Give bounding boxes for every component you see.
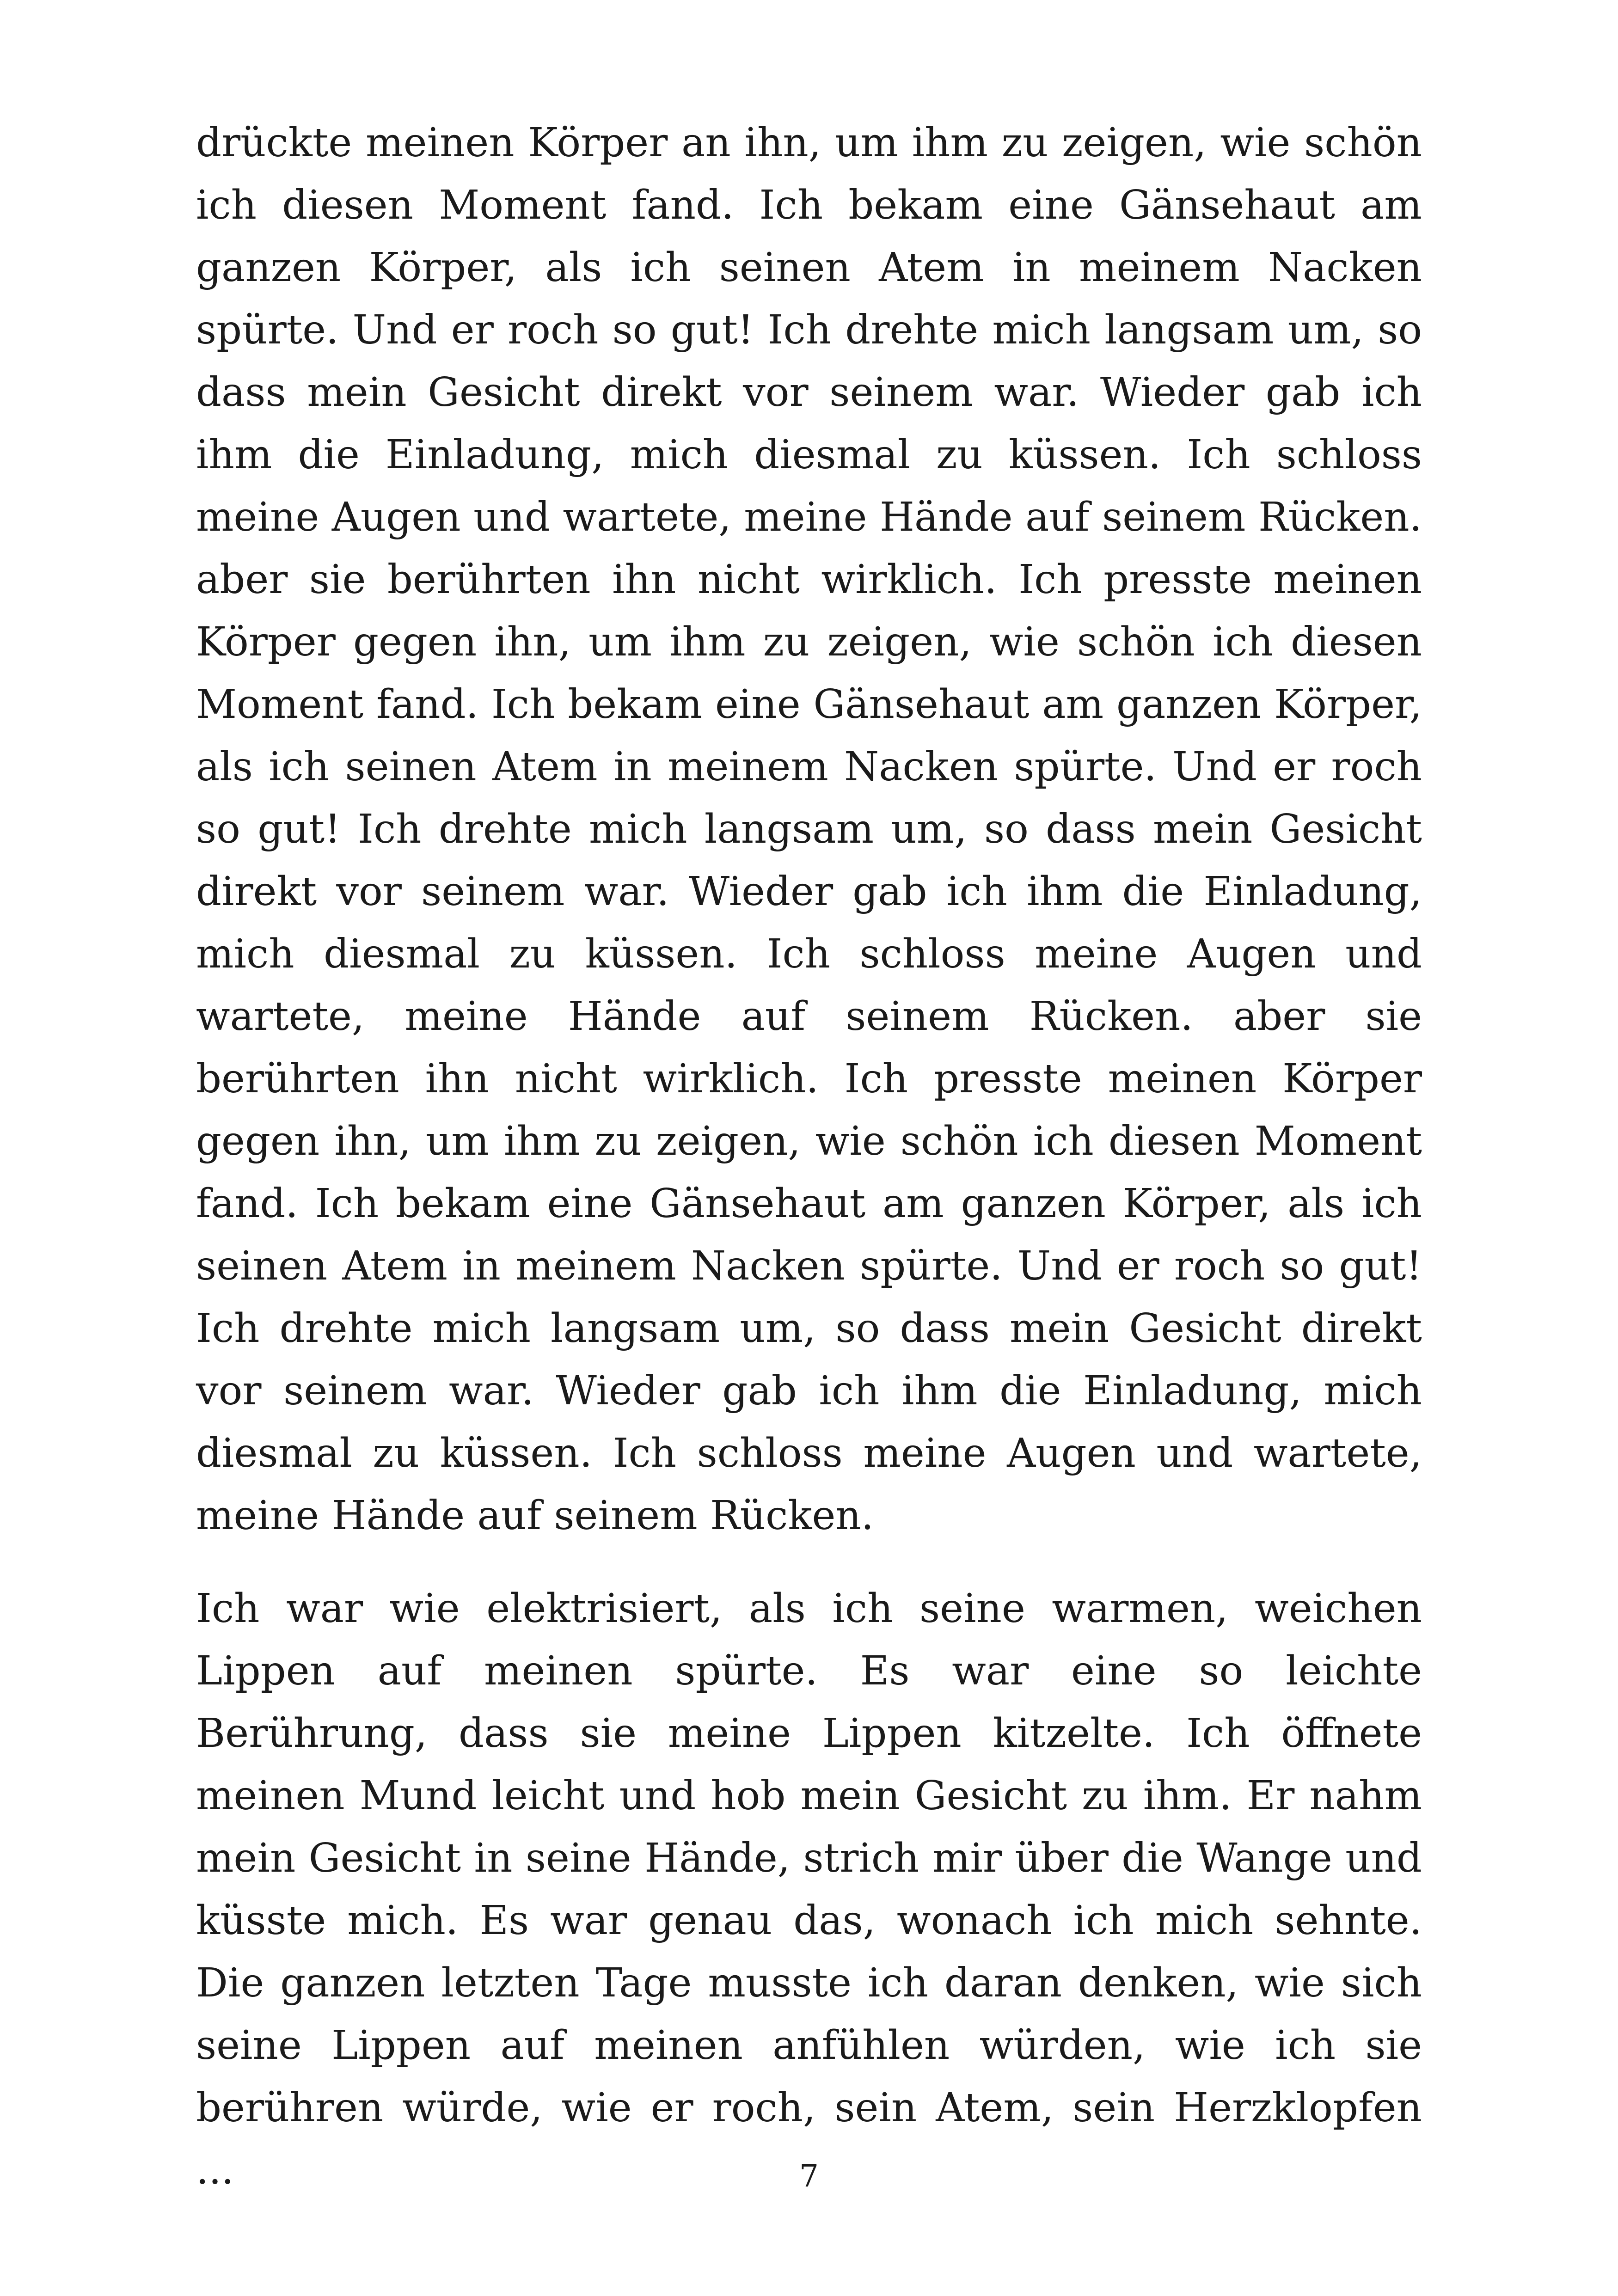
paragraph-1: drückte meinen Körper an ihn, um ihm zu zeigen, wie schön ich diesen Moment fand. Ich bekam eine Gänsehaut am ganzen Körper, als ich seinen Atem in meinem Nacken spürte. Und er roch so gut! Ich drehte mich langsam um, so dass mein Gesicht direkt vor seinem war. Wieder gab ich ihm die Einladung, mich diesmal zu küssen. Ich schloss meine Augen und wartete, meine Hände auf seinem Rücken. aber sie berührten ihn nicht wirklich. Ich presste meinen Körper gegen ihn, um ihm zu zeigen, wie schön ich diesen Moment fand. Ich bekam eine Gänsehaut am ganzen Körper, als ich seinen Atem in meinem Nacken spürte. Und er roch so gut! Ich drehte mich langsam um, so dass mein Gesicht direkt vor seinem war. Wieder gab ich ihm die Einladung, mich diesmal zu küssen. Ich schloss meine Augen und wartete, meine Hände auf seinem Rücken. aber sie berührten ihn nicht wirklich. Ich presste meinen Körper gegen ihn, um ihm zu zeigen, wie schön ich diesen Moment fand. Ich bekam eine Gänsehaut am ganzen Körper, als ich seinen Atem in meinem Nacken spürte. Und er roch so gut! Ich drehte mich langsam um, so dass mein Gesicht direkt vor seinem war. Wieder gab ich ihm die Einladung, mich diesmal zu küssen. Ich schloss meine Augen und wartete, meine Hände auf seinem Rücken.: [196, 120, 1422, 1539]
page-number: 7: [799, 2158, 819, 2194]
paragraph-2: Ich war wie elektrisiert, als ich seine warmen, weichen Lippen auf meinen spürte. Es war eine so leichte Berührung, dass sie meine Lippen kitzelte. Ich öffnete meinen Mund leicht und hob mein Gesicht zu ihm. Er nahm mein Gesicht in seine Hände, strich mir über die Wange und küsste mich. Es war genau das, wonach ich mich sehnte. Die ganzen letzten Tage musste ich daran denken, wie sich seine Lippen auf meinen anfühlen würden, wie ich sie berühren würde, wie er roch, sein Atem, sein Herzklopfen ...: [196, 1586, 1422, 2193]
body-text: [196, 112, 1422, 2202]
